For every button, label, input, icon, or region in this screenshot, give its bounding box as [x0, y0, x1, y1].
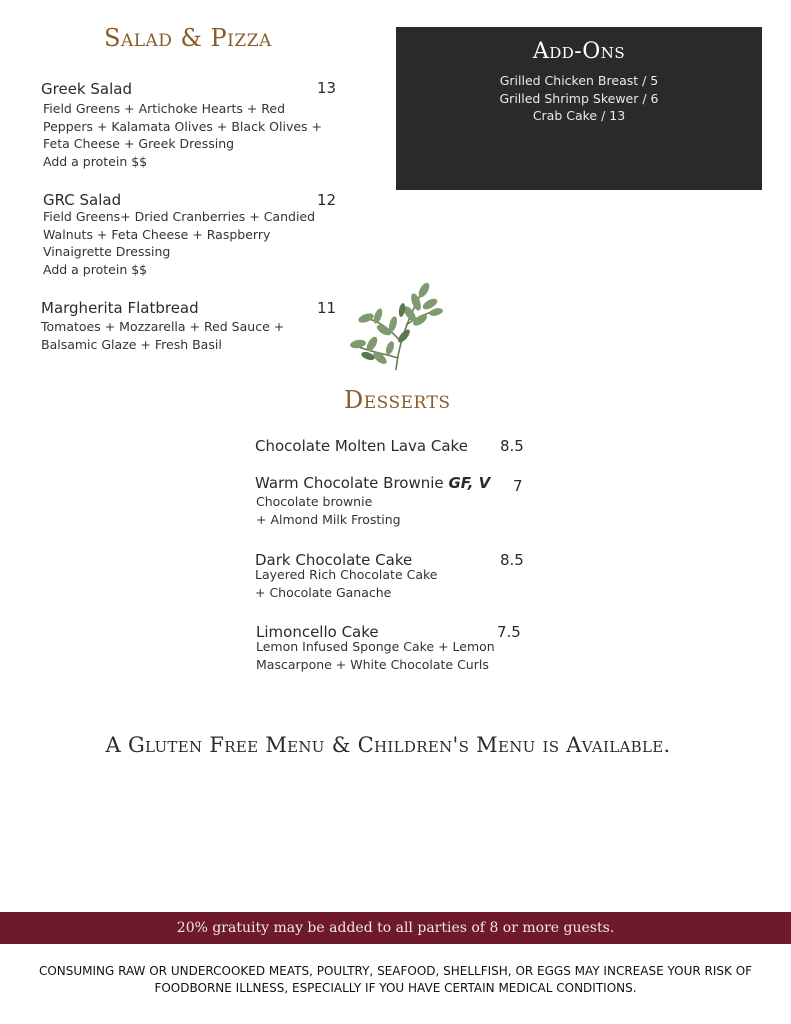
desc-line: Field Greens+ Dried Cranberries + Candied	[43, 209, 316, 224]
gluten-free-note: A Gluten Free Menu & Children's Menu is Available.	[105, 733, 671, 757]
desc-line: + Chocolate Ganache	[255, 584, 392, 600]
desc-line: Feta Cheese + Greek Dressing	[43, 136, 235, 151]
desc-line: Field Greens + Artichoke Hearts + Red	[43, 101, 286, 116]
margherita-flatbread-price: 11	[317, 299, 337, 317]
disclaimer-line: FOODBORNE ILLNESS, ESPECIALLY IF YOU HAVE CERTAIN MEDICAL CONDITIONS.	[154, 981, 637, 995]
grc-salad-description	[43, 208, 315, 278]
desc-line: Chocolate brownie	[256, 494, 373, 509]
addon-item: Crab Cake / 13	[532, 108, 626, 123]
brownie-description	[256, 493, 401, 528]
gratuity-bar: 20% gratuity may be added to all parties of 8 or more guests.	[0, 912, 791, 944]
desc-line: + Almond Milk Frosting	[256, 511, 401, 527]
herb-sprig-icon	[346, 280, 446, 372]
greek-salad-price: 13	[317, 79, 337, 97]
addon-item: Grilled Shrimp Skewer / 6	[499, 90, 659, 106]
dark-chocolate-cake-price: 8.5	[500, 551, 524, 569]
desc-line: Add a protein $$	[43, 153, 148, 169]
desserts-title: Desserts	[344, 386, 451, 414]
limoncello-cake-name: Limoncello Cake	[256, 623, 379, 641]
greek-salad-description	[43, 100, 322, 170]
margherita-flatbread-name: Margherita Flatbread	[41, 299, 199, 317]
desc-line: Lemon Infused Sponge Cake + Lemon	[256, 639, 495, 654]
desc-line: Peppers + Kalamata Olives + Black Olives +	[43, 118, 322, 134]
lava-cake-name: Chocolate Molten Lava Cake	[255, 437, 468, 455]
desc-line: Layered Rich Chocolate Cake	[255, 567, 438, 582]
desc-line: Balsamic Glaze + Fresh Basil	[41, 336, 222, 352]
disclaimer-line: CONSUMING RAW OR UNDERCOOKED MEATS, POULTRY, SEAFOOD, SHELLFISH, OR EGGS MAY INCREASE YOUR RISK OF	[38, 964, 753, 978]
greek-salad-name: Greek Salad	[41, 80, 132, 98]
desc-line: Mascarpone + White Chocolate Curls	[256, 656, 489, 672]
addon-item: Grilled Chicken Breast / 5	[499, 73, 659, 88]
dark-chocolate-cake-description	[255, 566, 438, 601]
grc-salad-price: 12	[317, 191, 337, 209]
food-safety-disclaimer	[20, 963, 771, 997]
desc-line: Vinaigrette Dressing	[43, 244, 171, 259]
brownie-diet-tag: GF, V	[448, 474, 491, 492]
limoncello-cake-price: 7.5	[497, 623, 521, 641]
desc-line: Tomatoes + Mozzarella + Red Sauce +	[41, 319, 285, 334]
lava-cake-price: 8.5	[500, 437, 524, 455]
salad-pizza-title: Salad & Pizza	[104, 24, 272, 52]
addons-title: Add-Ons	[532, 39, 626, 64]
desc-line: Walnuts + Feta Cheese + Raspberry	[43, 226, 271, 242]
margherita-flatbread-description	[41, 318, 284, 353]
brownie-name-line	[255, 474, 490, 492]
brownie-name: Warm Chocolate Brownie	[255, 474, 444, 492]
limoncello-cake-description	[256, 638, 495, 673]
grc-salad-name: GRC Salad	[43, 191, 122, 209]
addons-box	[396, 27, 762, 190]
brownie-price: 7	[513, 477, 523, 495]
desc-line: Add a protein $$	[43, 261, 148, 277]
addons-list	[396, 72, 762, 125]
dark-chocolate-cake-name: Dark Chocolate Cake	[255, 551, 413, 569]
